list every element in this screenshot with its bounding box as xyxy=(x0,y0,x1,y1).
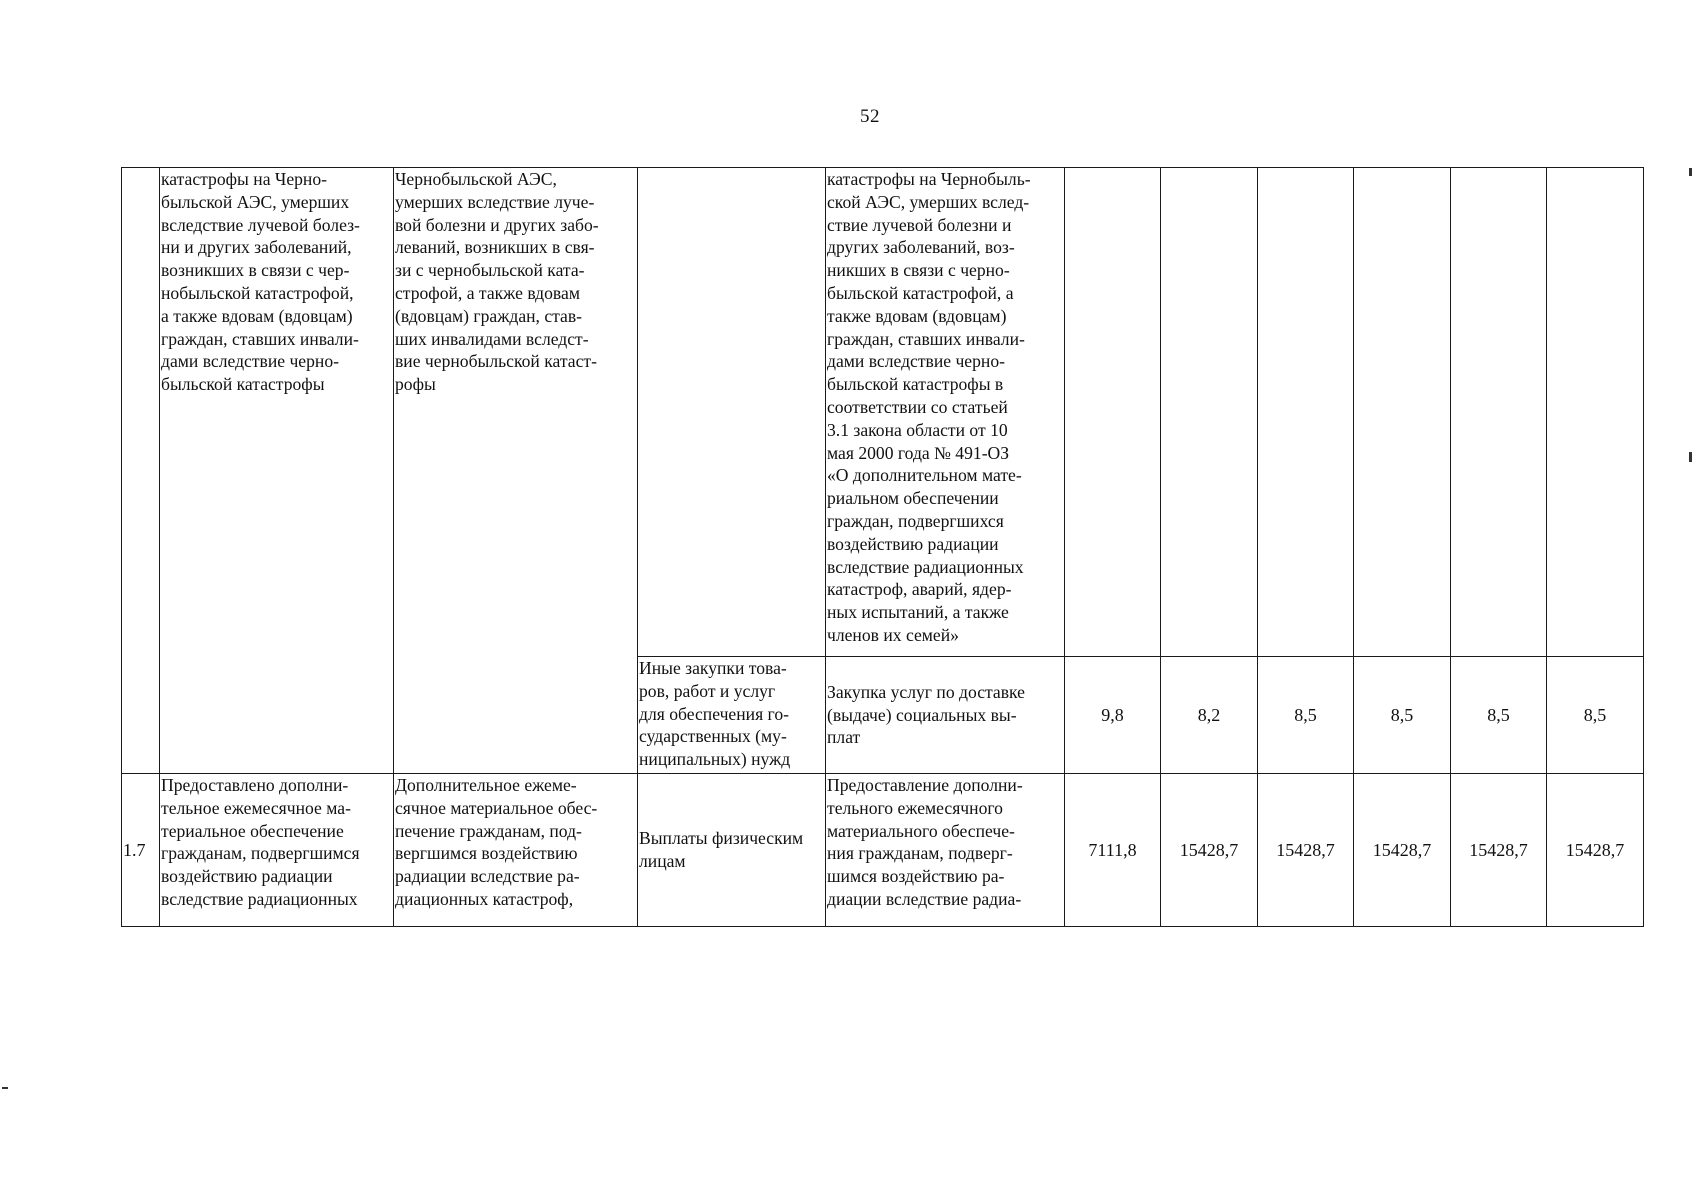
scan-edge-mark xyxy=(1689,452,1692,462)
measure-cell xyxy=(394,168,638,774)
table-row xyxy=(122,168,1644,657)
table-row xyxy=(122,774,1644,927)
value-cell: 8,5 xyxy=(1354,657,1451,774)
value-cell xyxy=(1258,168,1354,657)
value-cell xyxy=(1354,168,1451,657)
expense-type-text: Выплаты физическим лицам xyxy=(639,828,804,871)
value-cell: 9,8 xyxy=(1065,657,1161,774)
expense-type-text: Иные закупки това- ров, работ и услуг для обеспечения го- сударственных (му- ниципальных) нужд xyxy=(639,658,791,770)
value-cell: 15428,7 xyxy=(1451,774,1547,927)
value-cell: 15428,7 xyxy=(1547,774,1644,927)
measure-text: Чернобыльской АЭС, умерших вследствие луче- вой болезни и других забо- леваний, возникших в свя- зи с чернобыльской ката- строфой, а также вдовам (вдовцам) граждан, став- ших инвалидами вследст- вие чернобыльской катаст- рофы xyxy=(395,169,599,395)
expense-type-cell xyxy=(638,657,826,774)
value-cell xyxy=(1161,168,1258,657)
value-cell: 7111,8 xyxy=(1065,774,1161,927)
row-index: 1.7 xyxy=(123,839,146,860)
result-cell xyxy=(160,774,394,927)
value-cell: 8,5 xyxy=(1451,657,1547,774)
result-text: Предоставлено дополни- тельное ежемесячное ма- териальное обеспечение гражданам, подвергшимся воздействию радиации вследствие радиационных xyxy=(161,775,360,909)
measure-text: Дополнительное ежеме- сячное материальное обес- печение гражданам, под- вергшимся воздействию радиации вследствие ра- диационных катастроф, xyxy=(395,775,598,909)
expense-type-cell xyxy=(638,168,826,657)
value-cell: 8,5 xyxy=(1547,657,1644,774)
direction-text: Предоставление дополни- тельного ежемесячного материального обеспече- ния гражданам, подверг- шимся воздействию ра- диации вследствие радиа- xyxy=(827,775,1023,909)
row-index-cell xyxy=(122,774,160,927)
value-cell: 15428,7 xyxy=(1258,774,1354,927)
budget-table xyxy=(121,167,1644,927)
measure-cell xyxy=(394,774,638,927)
result-cell xyxy=(160,168,394,774)
page-number: 52 xyxy=(860,106,880,127)
result-text: катастрофы на Черно- быльской АЭС, умерших вследствие лучевой болез- ни и других заболеваний, возникших в связи с чер- нобыльской катастрофой, а также вдовам (вдовцам) граждан, ставших инвали- дами вследствие черно- быльской катастрофы xyxy=(161,169,360,395)
scan-edge-mark xyxy=(2,1087,8,1089)
value-cell: 8,2 xyxy=(1161,657,1258,774)
direction-cell xyxy=(826,774,1065,927)
expense-type-cell xyxy=(638,774,826,927)
value-cell xyxy=(1451,168,1547,657)
value-cell: 8,5 xyxy=(1258,657,1354,774)
row-index-cell xyxy=(122,168,160,774)
direction-cell xyxy=(826,657,1065,774)
value-cell: 15428,7 xyxy=(1161,774,1258,927)
direction-text: катастрофы на Чернобыль- ской АЭС, умерших вслед- ствие лучевой болезни и других заболеваний, воз- никших в связи с черно- быльской катастрофой, а также вдовам (вдовцам) граждан, ставших инвали- дами вследствие черно- быльской катастрофы в соответствии со статьей 3.1 закона области от 10 мая 2000 года № 491-ОЗ «О дополнительном мате- риальном обеспечении граждан, подвергшихся воздействию радиации вследствие радиационных катастроф, аварий, ядер- ных испытаний, а также членов их семей» xyxy=(827,169,1031,645)
value-cell: 15428,7 xyxy=(1354,774,1451,927)
value-cell xyxy=(1547,168,1644,657)
scan-edge-mark xyxy=(1689,168,1692,176)
direction-text: Закупка услуг по доставке (выдаче) социальных вы- плат xyxy=(827,681,1025,748)
value-cell xyxy=(1065,168,1161,657)
direction-cell xyxy=(826,168,1065,657)
